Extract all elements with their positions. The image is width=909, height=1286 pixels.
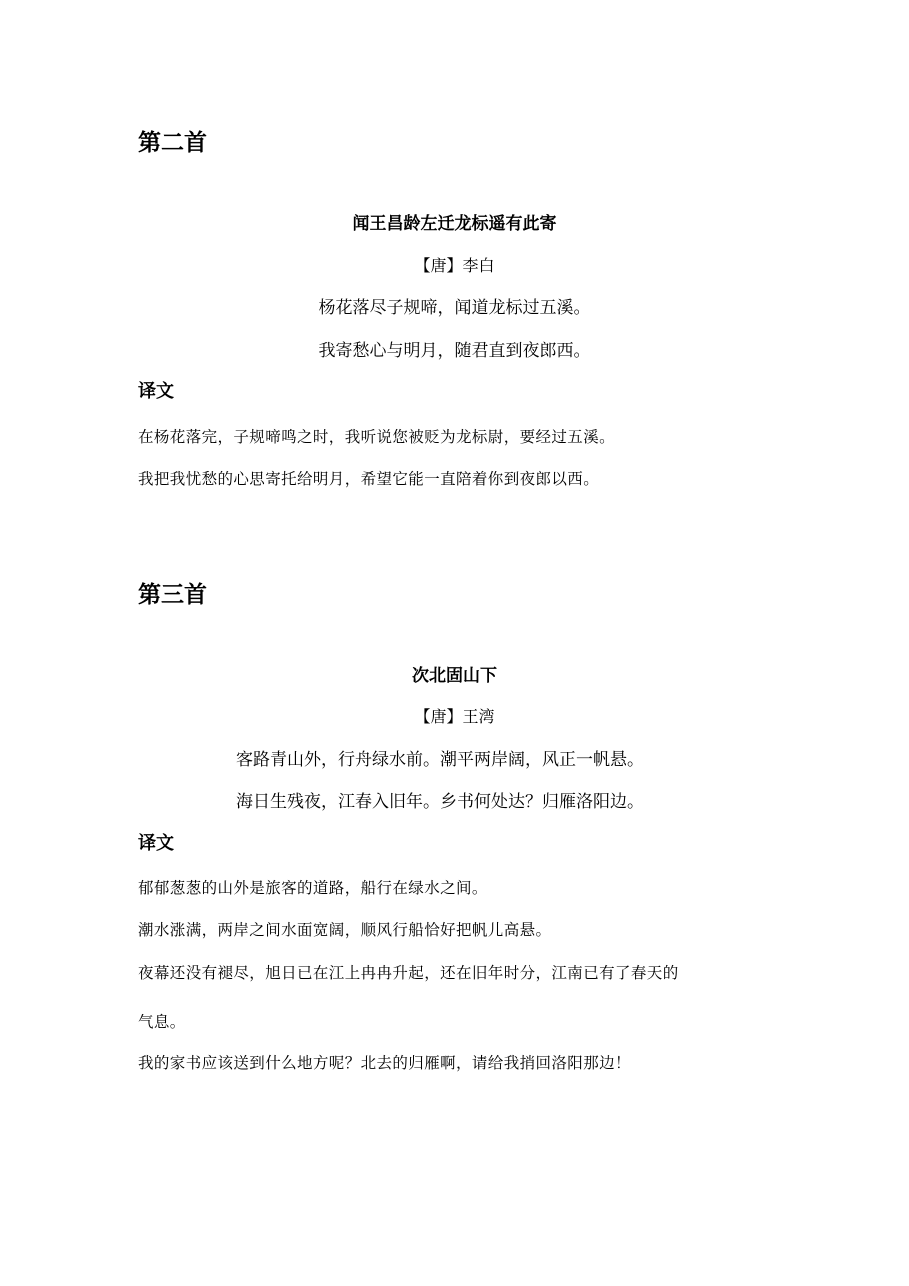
- poem-author-3: 【唐】王湾: [414, 707, 495, 726]
- translation-line: 潮水涨满，两岸之间水面宽阔，顺风行船恰好把帆儿高悬。: [138, 921, 552, 939]
- translation-line: 我把我忧愁的心思寄托给明月，希望它能一直陪着你到夜郎以西。: [138, 470, 600, 488]
- poem-author-2: 【唐】李白: [414, 256, 495, 275]
- section-heading-2: 第二首: [138, 130, 207, 156]
- poem-verse: 海日生残夜，江春入旧年。乡书何处达？归雁洛阳边。: [236, 792, 644, 812]
- translation-line: 气息。: [138, 1013, 186, 1031]
- translation-line: 夜幕还没有褪尽，旭日已在江上冉冉升起，还在旧年时分，江南已有了春天的: [138, 964, 679, 982]
- translation-heading-2: 译文: [138, 381, 174, 402]
- poem-verse: 杨花落尽子规啼，闻道龙标过五溪。: [318, 298, 591, 318]
- section-heading-3: 第三首: [138, 582, 207, 608]
- poem-title-3: 次北固山下: [412, 666, 497, 686]
- translation-line: 郁郁葱葱的山外是旅客的道路，船行在绿水之间。: [138, 879, 488, 897]
- translation-line: 在杨花落完，子规啼鸣之时，我听说您被贬为龙标尉，要经过五溪。: [138, 428, 616, 446]
- translation-line: 我的家书应该送到什么地方呢？北去的归雁啊，请给我捎回洛阳那边！: [138, 1054, 631, 1072]
- poem-title-2: 闻王昌龄左迁龙标遥有此寄: [352, 214, 557, 234]
- poem-verse: 客路青山外，行舟绿水前。潮平两岸阔，风正一帆悬。: [236, 750, 644, 770]
- translation-heading-3: 译文: [138, 833, 174, 854]
- poem-verse: 我寄愁心与明月，随君直到夜郎西。: [318, 341, 591, 361]
